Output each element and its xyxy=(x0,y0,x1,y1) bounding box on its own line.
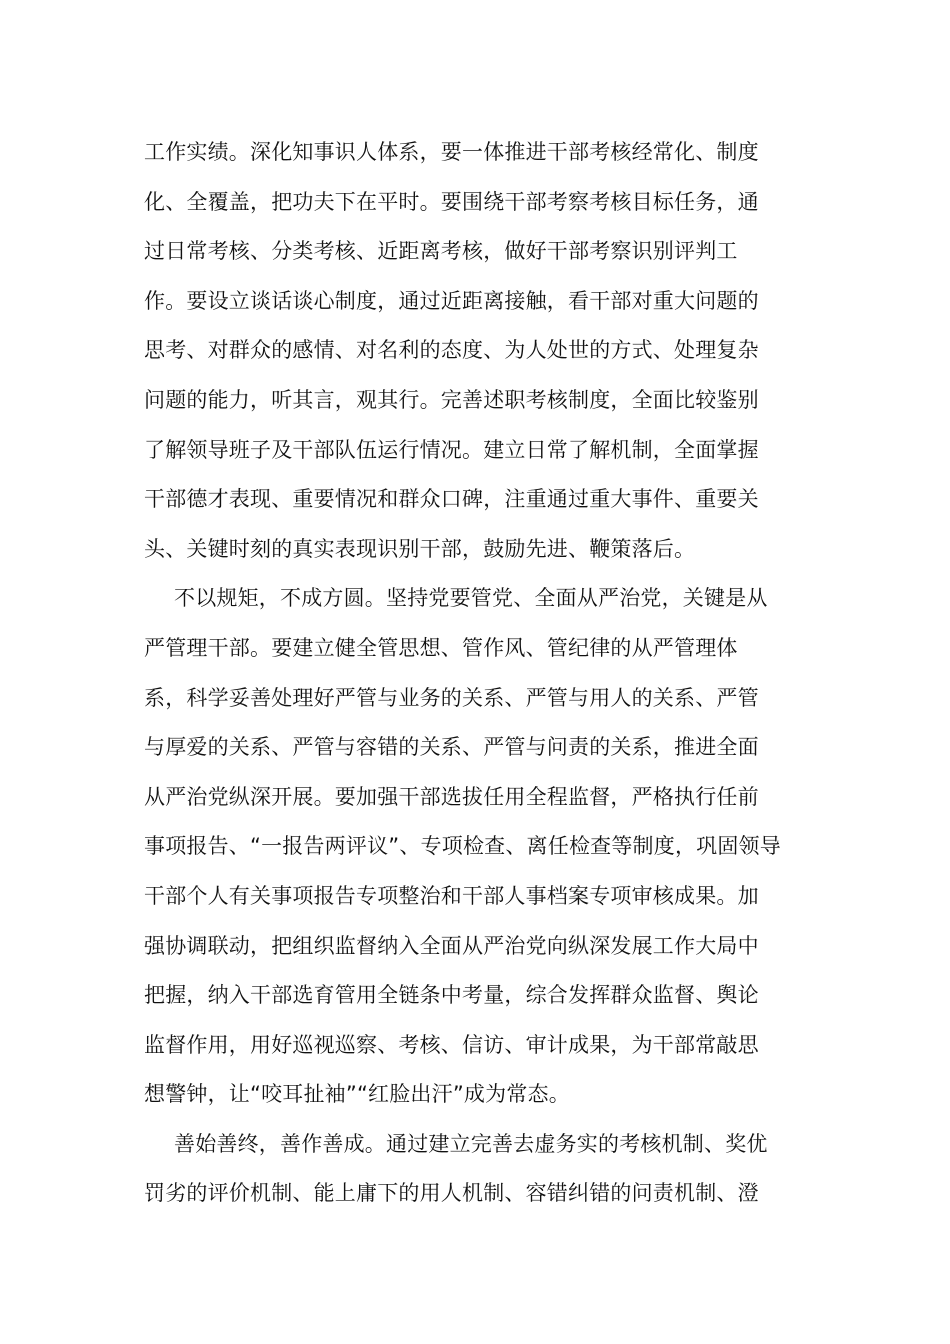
text-line: 监督作用，用好巡视巡察、考核、信访、审计成果，为干部常敲思 xyxy=(144,1032,759,1057)
paragraph-start-line: 善始善终，善作善成。通过建立完善去虚务实的考核机制、奖优 xyxy=(174,1131,768,1156)
text-line: 化、全覆盖，把功夫下在平时。要围绕干部考察考核目标任务，通 xyxy=(144,189,759,214)
text-line: 强协调联动，把组织监督纳入全面从严治党向纵深发展工作大局中 xyxy=(144,933,759,958)
text-line: 思考、对群众的感情、对名利的态度、为人处世的方式、处理复杂 xyxy=(144,338,759,363)
text-line: 干部个人有关事项报告专项整治和干部人事档案专项审核成果。加 xyxy=(144,883,759,908)
text-line: 作。要设立谈话谈心制度，通过近距离接触，看干部对重大问题的 xyxy=(144,288,759,313)
body-text xyxy=(144,128,814,1219)
text-line: 问题的能力，听其言，观其行。完善述职考核制度，全面比较鉴别 xyxy=(144,387,759,412)
text-line: 头、关键时刻的真实表现识别干部，鼓励先进、鞭策落后。 xyxy=(144,536,696,561)
text-line: 事项报告、“一报告两评议”、专项检查、离任检查等制度，巩固领导 xyxy=(144,834,781,859)
text-line: 系，科学妥善处理好严管与业务的关系、严管与用人的关系、严管 xyxy=(144,685,759,710)
text-line: 想警钟，让“咬耳扯袖”“红脸出汗”成为常态。 xyxy=(144,1082,570,1107)
text-line: 把握，纳入干部选育管用全链条中考量，综合发挥群众监督、舆论 xyxy=(144,983,759,1008)
paragraph-start-line: 不以规矩，不成方圆。坚持党要管党、全面从严治党，关键是从 xyxy=(174,586,768,611)
text-line: 严管理干部。要建立健全管思想、管作风、管纪律的从严管理体 xyxy=(144,635,738,660)
text-line: 了解领导班子及干部队伍运行情况。建立日常了解机制，全面掌握 xyxy=(144,437,759,462)
text-line: 从严治党纵深开展。要加强干部选拔任用全程监督，严格执行任前 xyxy=(144,784,759,809)
text-line: 干部德才表现、重要情况和群众口碑，注重通过重大事件、重要关 xyxy=(144,487,759,512)
text-line: 罚劣的评价机制、能上庸下的用人机制、容错纠错的问责机制、澄 xyxy=(144,1181,759,1206)
text-line: 过日常考核、分类考核、近距离考核，做好干部考察识别评判工 xyxy=(144,239,738,264)
text-line: 工作实绩。深化知事识人体系，要一体推进干部考核经常化、制度 xyxy=(144,140,759,164)
text-line: 与厚爱的关系、严管与容错的关系、严管与问责的关系，推进全面 xyxy=(144,735,759,760)
